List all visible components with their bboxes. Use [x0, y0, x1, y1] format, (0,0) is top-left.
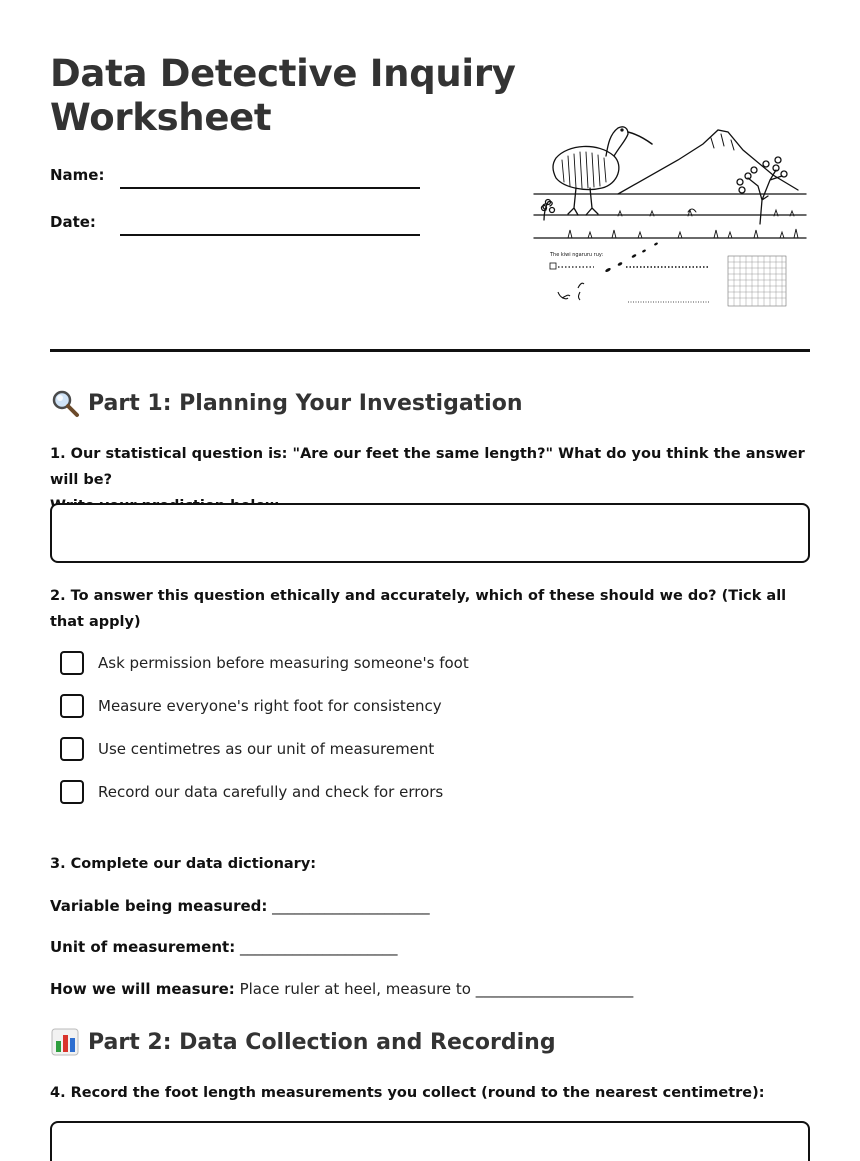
magnifying-glass-icon [50, 388, 80, 418]
dictionary-variable-label: Variable being measured: [50, 897, 268, 915]
dictionary-unit-label: Unit of measurement: [50, 938, 236, 956]
part1-heading [50, 388, 523, 418]
checklist-item-label: Record our data carefully and check for errors [98, 783, 444, 801]
checklist-item-label: Use centimetres as our unit of measurement [98, 740, 435, 758]
checklist-item[interactable] [60, 694, 442, 718]
checkbox[interactable] [60, 694, 84, 718]
bar-chart-icon [50, 1027, 80, 1057]
title-line-2: Worksheet [50, 96, 272, 139]
date-label: Date: [50, 213, 96, 231]
checkbox[interactable] [60, 651, 84, 675]
dictionary-unit-blank[interactable]: _____________________ [235, 938, 398, 956]
dictionary-method-label: How we will measure: [50, 980, 235, 998]
question-1-line-1: 1. Our statistical question is: "Are our feet the same length?" What do you think the answer will be? [50, 446, 805, 488]
checklist-item-label: Ask permission before measuring someone's foot [98, 654, 469, 672]
name-field[interactable] [120, 187, 420, 189]
prediction-answer-box[interactable] [50, 503, 810, 563]
header-divider [50, 349, 810, 352]
kiwi-landscape-illustration [528, 120, 812, 312]
illustration-caption: The kiwi ngaruru ruy: [550, 252, 604, 258]
title-line-1: Data Detective Inquiry [50, 52, 516, 95]
question-3: 3. Complete our data dictionary: [50, 856, 317, 872]
name-label: Name: [50, 166, 105, 184]
dictionary-variable-blank[interactable]: _____________________ [267, 897, 430, 915]
part2-heading-text: Part 2: Data Collection and Recording [88, 1029, 556, 1055]
page-title [50, 52, 530, 140]
checkbox[interactable] [60, 780, 84, 804]
question-2: 2. To answer this question ethically and accurately, which of these should we do? (Tick all that apply) [50, 588, 787, 630]
checklist-item-label: Measure everyone's right foot for consistency [98, 697, 442, 715]
checklist-item[interactable] [60, 651, 469, 675]
question-4: 4. Record the foot length measurements you collect (round to the nearest centimetre): [50, 1085, 765, 1101]
checklist-item[interactable] [60, 737, 434, 761]
date-field[interactable] [120, 234, 420, 236]
dictionary-variable-row[interactable] [50, 897, 430, 915]
measurements-answer-box[interactable] [50, 1121, 810, 1161]
dictionary-method-text[interactable]: Place ruler at heel, measure to _____________________ [234, 980, 634, 998]
checklist-item[interactable] [60, 780, 443, 804]
part1-heading-text: Part 1: Planning Your Investigation [88, 390, 523, 416]
part2-heading [50, 1027, 556, 1057]
checkbox[interactable] [60, 737, 84, 761]
dictionary-method-row[interactable] [50, 980, 633, 998]
dictionary-unit-row[interactable] [50, 938, 397, 956]
